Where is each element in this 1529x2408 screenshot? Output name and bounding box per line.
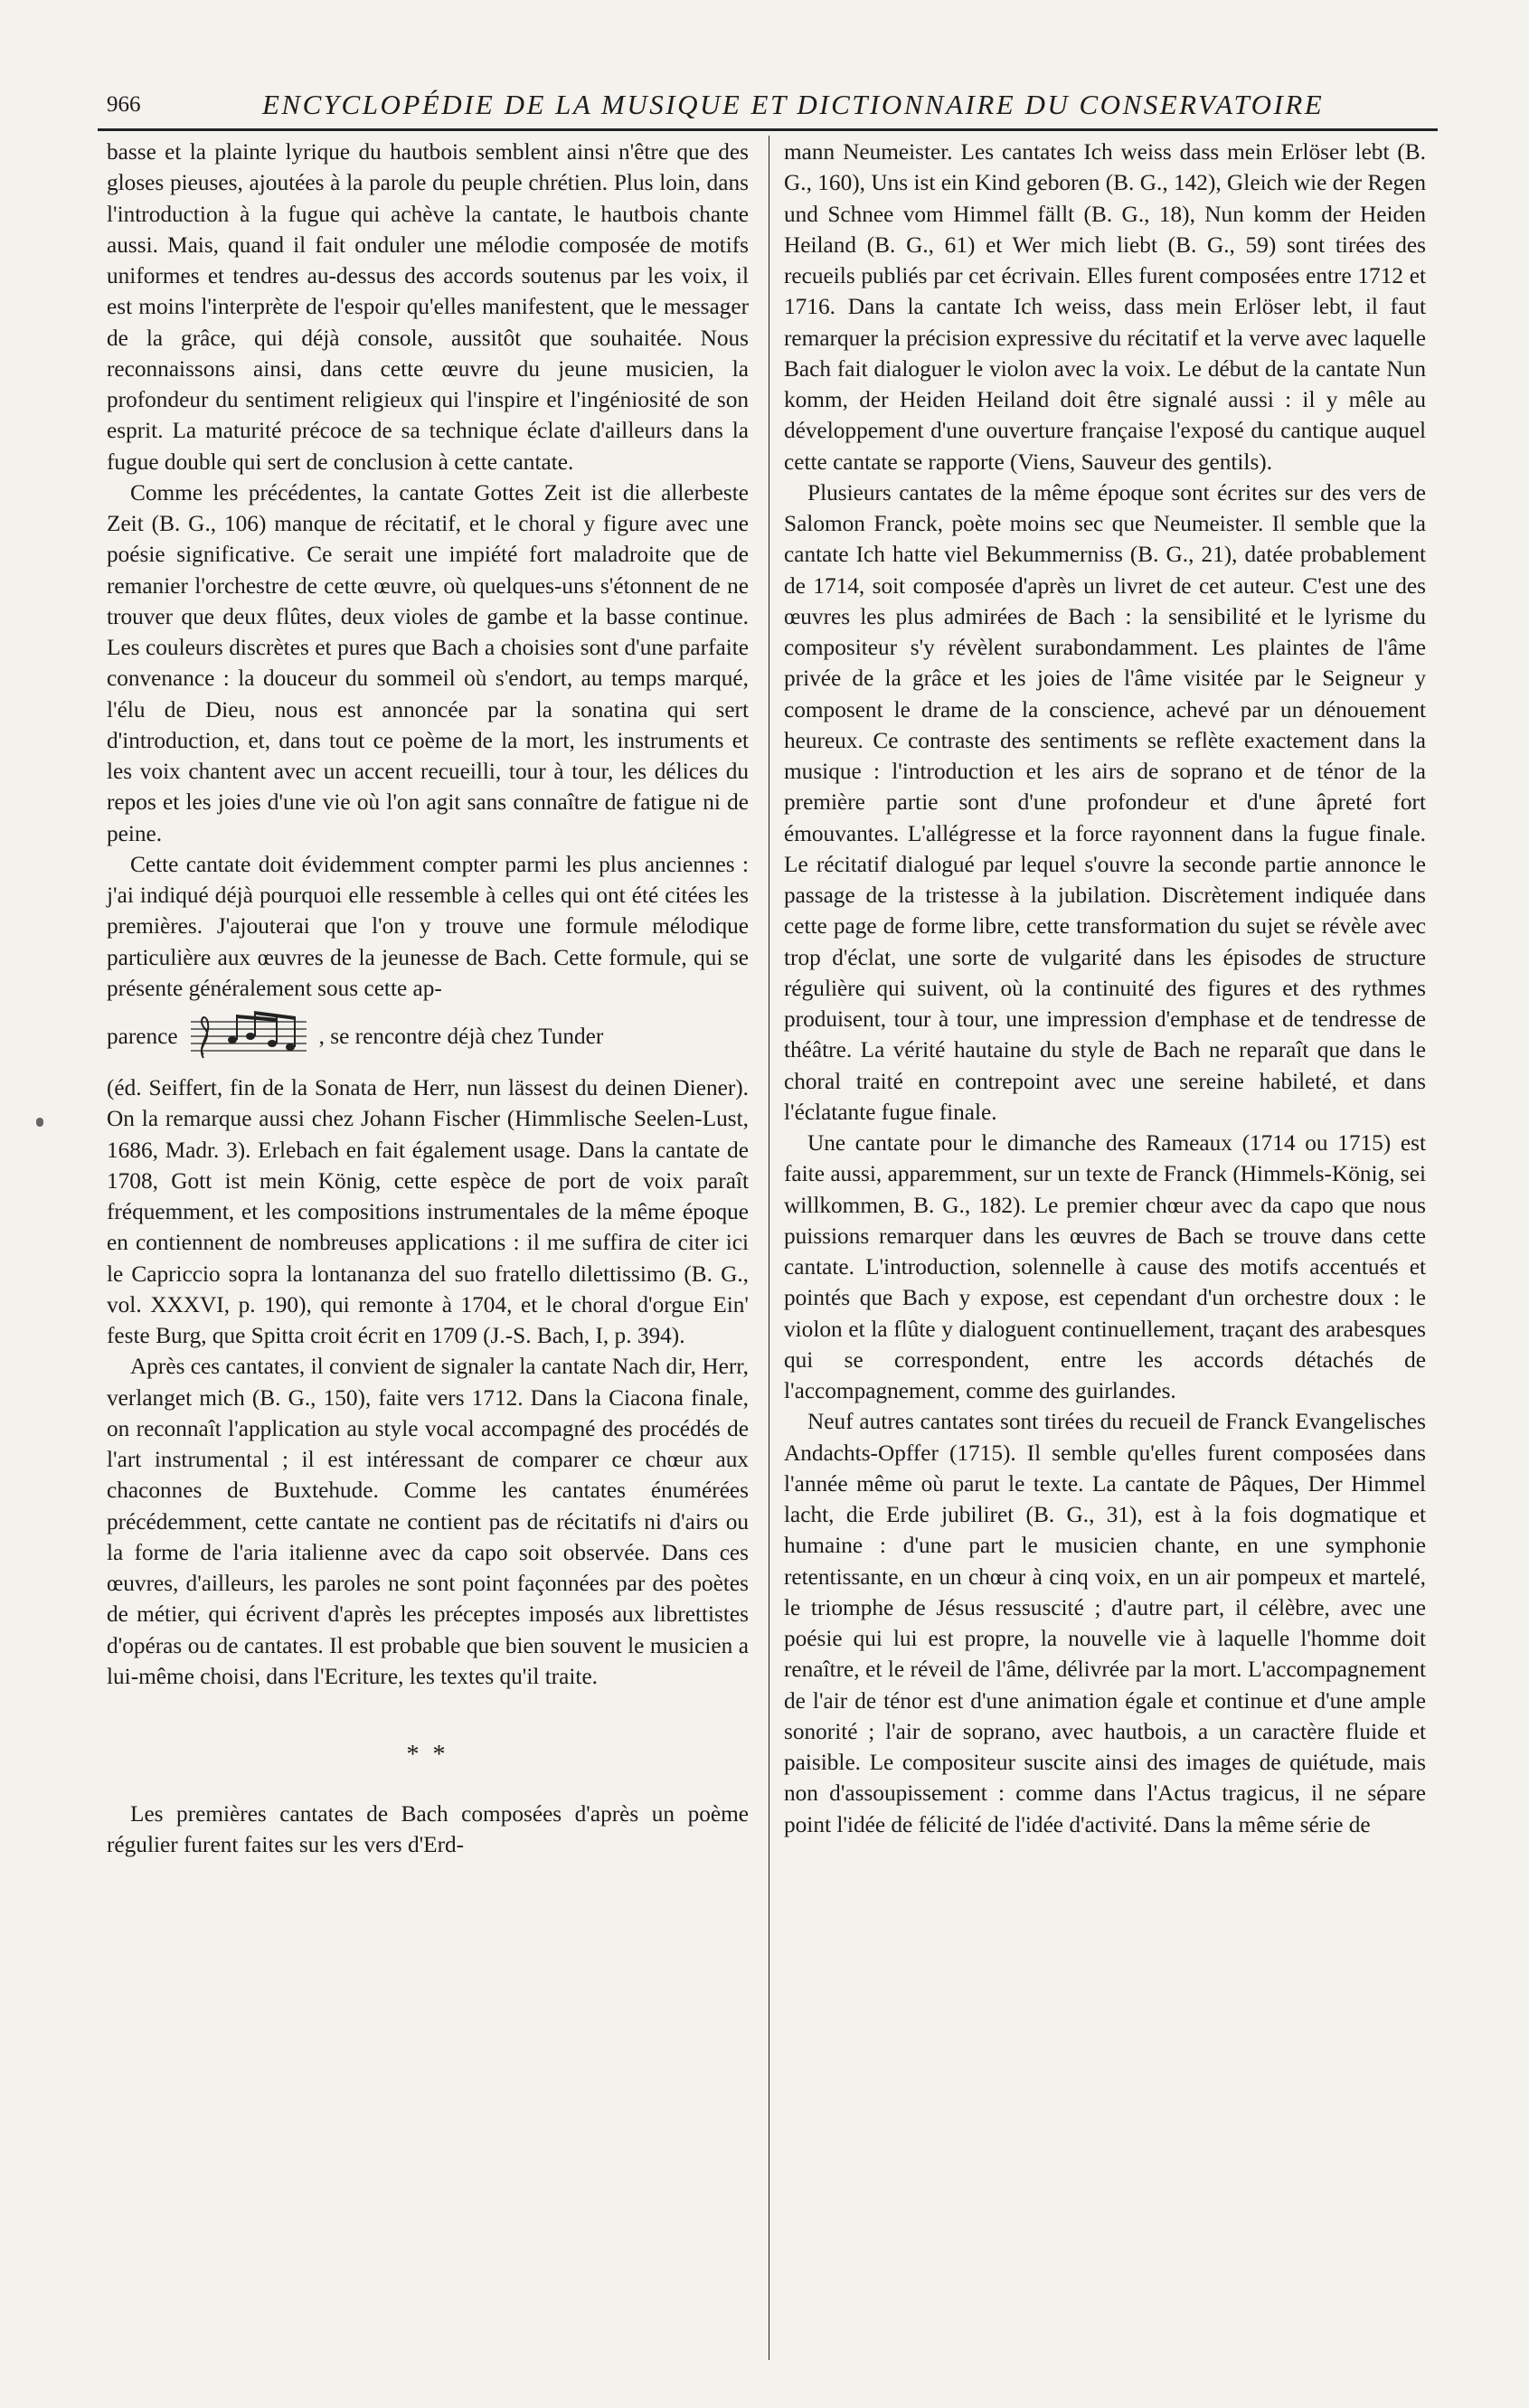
page-header [98, 89, 1436, 125]
music-notation-figure [185, 1009, 312, 1063]
left-paragraph-5: Les premières cantates de Bach composées d'après un poème régulier furent faites sur les vers d'Erd- [107, 1801, 749, 1858]
right-paragraph-4: Neuf autres cantates sont tirées du recueil de Franck Evangelisches Andachts-Opffer (1715). Il semble qu'elles furent composées dans l'année même où parut le texte. La cantate de Pâques, Der Himmel lacht, die Erde jubiliret (B. G., 31), est à la fois dogmatique et humaine : d'une part le musicien chante, en une symphonie retentissante, en un chœur à cinq voix, en un air pompeux et martelé, le triomphe de Jésus ressuscité ; d'autre part, il célèbre, avec une poésie qui lui est propre, la nouvelle vie à laquelle l'homme doit renaître, et le réveil de l'âme, délivrée par la mort. L'accompagnement de l'air de ténor est d'une animation égale et continue et d'une ample sonorité ; l'air de soprano, avec hautbois, a un caractère fluide et paisible. Le compositeur suscite ainsi des images de quiétude, mais non d'assoupissement : comme dans l'Actus tragicus, il ne sépare point l'idée de félicité de l'idée d'activité. Dans la même série de [784, 1409, 1426, 1837]
margin-mark [36, 1118, 43, 1127]
music-example-line [107, 1007, 749, 1065]
right-paragraph-3: Une cantate pour le dimanche des Rameaux (1714 ou 1715) est faite aussi, apparemment, sur un texte de Franck (Himmels-König, sei willkommen, B. G., 182). Le premier chœur avec da capo que nous puissions remarquer dans les œuvres de Bach se trouve dans cette cantate. L'introduction, solennelle à cause des motifs accentués et pointés que Bach y expose, est cependant d'un orchestre doux : le violon et la flûte y dialoguent continuellement, traçant des arabesques qui se correspondent, entre les accords détachés de l'accompagnement, comme des guirlandes. [784, 1130, 1426, 1403]
left-paragraph-2: Comme les précédentes, la cantate Gottes Zeit ist die allerbeste Zeit (B. G., 106) manque de récitatif, et le choral y figure avec une poésie significative. Ce serait une impiété fort maladroite que de remanier l'orchestre de cette œuvre, où quelques-uns s'étonnent de ne trouver que deux flûtes, deux violes de gambe et la basse continue. Les couleurs discrètes et pures que Bach a choisies sont d'une parfaite convenance : la douceur du sommeil où s'endort, au temps marqué, l'élu de Dieu, nous est annoncée par la sonatina qui sert d'introduction, et, dans tout ce poème de la mort, les instruments et les voix chantent avec un accent recueilli, tour à tour, les délices du repos et les joies d'une vie où l'on agit sans connaître de fatigue ni de peine. [107, 479, 749, 846]
music-text-after: , se rencontre déjà chez Tunder [318, 1023, 604, 1049]
music-text-before: parence [107, 1023, 178, 1049]
right-paragraph-1: mann Neumeister. Les cantates Ich weiss dass mein Erlöser lebt (B. G., 160), Uns ist ein Kind geboren (B. G., 142), Gleich wie der Regen und Schnee vom Himmel fällt (B. G., 18), Nun komm der Heiden Heiland (B. G., 61) et Wer mich liebt (B. G., 59) sont tirées des recueils publiés par cet écrivain. Elles furent composées entre 1712 et 1716. Dans la cantate Ich weiss, dass mein Erlöser lebt, il faut remarquer la précision expressive du récitatif et la verve avec laquelle Bach fait dialoguer le violon avec la voix. Le début de la cantate Nun komm, der Heiden Heiland doit être signalé aussi : il y mêle au développement d'une ouverture française l'exposé du cantique auquel cette cantate se rapporte (Viens, Sauveur des gentils). [784, 139, 1426, 475]
left-paragraph-3a: Cette cantate doit évidemment compter parmi les plus anciennes : j'ai indiqué déjà pourquoi elle ressemble à celles qui ont été citées les premières. J'ajouterai que l'on y trouve une formule mélodique particulière aux œuvres de la jeunesse de Bach. Cette formule, qui se présente généralement sous cette ap- [107, 851, 749, 1001]
page-number: 966 [107, 92, 141, 117]
running-title: ENCYCLOPÉDIE DE LA MUSIQUE ET DICTIONNAIRE DU CONSERVATOIRE [262, 89, 1325, 120]
left-paragraph-1: basse et la plainte lyrique du hautbois semblent ainsi n'être que des gloses pieuses, ajoutées à la parole du peuple chrétien. Plus loin, dans l'introduction à la fugue qui achève la cantate, le hautbois chante aussi. Mais, quand il fait onduler une mélodie composée de motifs uniformes et tendres au-dessus des accords soutenus par les voix, il est moins l'interprète de l'espoir qu'elles manifestent, que le messager de la grâce, qui déjà console, aussitôt que souhaitée. Nous reconnaissons ainsi, dans cette œuvre du jeune musicien, la profondeur du sentiment religieux qui l'inspire et l'ingéniosité de son esprit. La maturité précoce de sa technique éclate d'ailleurs dans la fugue double qui sert de conclusion à cette cantate. [107, 139, 749, 475]
right-paragraph-2: Plusieurs cantates de la même époque sont écrites sur des vers de Salomon Franck, poète moins sec que Neumeister. Il semble que la cantate Ich hatte viel Bekummerniss (B. G., 21), datée probablement de 1714, soit composée d'après un livret de cet auteur. C'est une des œuvres les plus admirées de Bach : la sensibilité et le lyrisme du compositeur s'y révèlent surabondamment. Les plaintes de l'âme privée de la grâce et les joies de l'âme visitée par le Seigneur y composent le drame de la conscience, achevé par un dénouement heureux. Ce contraste des sentiments se reflète exactement dans la musique : l'introduction et les airs de soprano et de ténor de la première partie sont d'une profondeur et d'une âpreté fort émouvantes. L'allégresse et la force rayonnent dans la fugue finale. Le récitatif dialogué par lequel s'ouvre la seconde partie annonce le passage de la tristesse à la jubilation. Discrètement indiquée dans cette page de forme libre, cette transformation du sujet se révèle avec trop d'éclat, une sorte de vulgarité dans les épisodes de structure régulière qui suivent, où la continuité des figures et des rythmes produisent, tour à tour, une impression d'emphase et de tendresse de théâtre. La vérité hautaine du style de Bach ne reparaît que dans le choral traité en contrepoint avec une sereine habileté, et dans l'éclatante fugue finale. [784, 479, 1426, 1125]
header-rule [98, 128, 1438, 131]
section-separator: * * [406, 1741, 449, 1769]
right-column [784, 137, 1426, 2370]
left-paragraph-3b: (éd. Seiffert, fin de la Sonata de Herr, nun lässest du deinen Diener). On la remarque aussi chez Johann Fischer (Himmlische Seelen-Lust, 1686, Madr. 3). Erlebach en fait également usage. Dans la cantate de 1708, Gott ist mein König, cette espèce de port de voix paraît fréquemment, et les compositions instrumentales de la même époque en contiennent de nombreuses applications : il me suffira de citer ici le Capriccio sopra la lontananza del suo fratello dilettissimo (B. G., vol. XXXVI, p. 190), qui remonte à 1704, et le choral d'orgue Ein' feste Burg, que Spitta croit écrit en 1709 (J.-S. Bach, I, p. 394). [107, 1075, 749, 1348]
left-column [107, 137, 749, 2026]
left-paragraph-4: Après ces cantates, il convient de signaler la cantate Nach dir, Herr, verlanget mich (B. G., 150), faite vers 1712. Dans la Ciacona finale, on reconnaît l'application au style vocal accompagné des procédés de l'art instrumental ; il est intéressant de comparer ce chœur aux chaconnes de Buxtehude. Comme les cantates énumérées précédemment, cette cantate ne contient pas de récitatifs ni d'airs ou la forme de l'aria italienne avec da capo soit observée. Dans ces œuvres, d'ailleurs, les paroles ne sont point façonnées par des poètes de métier, qui écrivent d'après les préceptes imposés aux librettistes d'opéras ou de cantates. Il est probable que bien souvent le musicien a lui-même choisi, dans l'Ecriture, les textes qu'il traite. [107, 1354, 749, 1689]
